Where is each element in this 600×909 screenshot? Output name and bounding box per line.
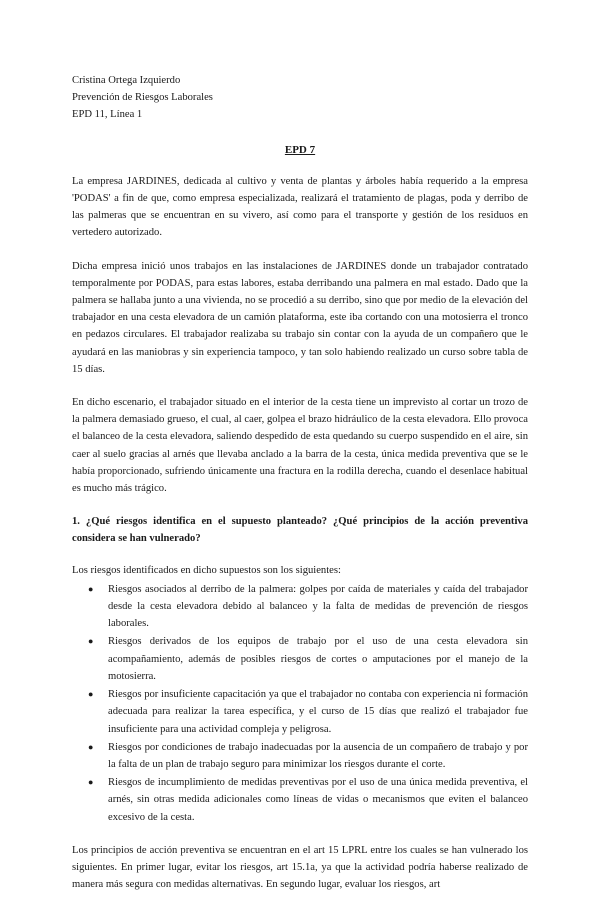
paragraph-scenario: Dicha empresa inició unos trabajos en las instalaciones de JARDINES donde un trabajador contratado temporalmente por PODAS, para estas labores, estaba derribando una palmera en mal estado. Dado que la palmera se hallaba junto a una vivienda, no se procedió a su derribo, sino que por medio de la elevación del trabajador en una cesta elevadora de un camión plataforma, este iba cortando con una motosierra el tronco en pedazos circulares. El trabajador realizaba su trabajo sin contar con la ayuda de un compañero que le ayudará en las maniobras y sin experiencia tampoco, y tan solo habiendo realizado un curso sobre tabla de 15 días. bbox=[72, 260, 528, 375]
question-heading: 1. ¿Qué riesgos identifica en el supuesto planteado? ¿Qué principios de la acción preventiva considera se han vulnerado? bbox=[72, 516, 528, 545]
document-body bbox=[72, 72, 528, 909]
list-item bbox=[88, 581, 528, 633]
document-title: EPD 7 bbox=[284, 143, 316, 156]
list-item bbox=[88, 686, 528, 738]
list-item-text: Riesgos de incumplimiento de medidas preventivas por el uso de una única medida preventiva, el arnés, sin otras medida adicionales como líneas de vidas o mecanismos que eviten el balanceo excesivo de la cesta. bbox=[108, 777, 528, 823]
paragraph-intro: La empresa JARDINES, dedicada al cultivo y venta de plantas y árboles había requerido a la empresa 'PODAS' a fin de que, como empresa especializada, realizará el tratamiento de plagas, poda y derribo de las palmeras que se encuentran en su vivero, así como para el transporte y gestión de los residuos en vertedero autorizado. bbox=[72, 175, 528, 239]
answer-intro: Los riesgos identificados en dicho supuestos son los siguientes: bbox=[72, 564, 341, 576]
list-item bbox=[88, 774, 528, 826]
list-item-text: Riesgos derivados de los equipos de trabajo por el uso de una cesta elevadora sin acompañamiento, además de posibles riesgos de cortes o amputaciones por el manejo de la motosierra. bbox=[108, 636, 528, 682]
list-item-text: Riesgos por condiciones de trabajo inadecuadas por la ausencia de un compañero de trabajo y por la falta de un plan de trabajo seguro para minimizar los riesgos durante el corte. bbox=[108, 741, 528, 770]
group-line: EPD 11, Línea 1 bbox=[72, 109, 143, 121]
bullet-icon: ● bbox=[88, 636, 94, 647]
bullet-icon: ● bbox=[88, 741, 94, 752]
bullet-icon: ● bbox=[88, 689, 94, 700]
bullet-icon: ● bbox=[88, 583, 94, 594]
author-name: Cristina Ortega Izquierdo bbox=[72, 75, 181, 86]
risk-list bbox=[72, 581, 528, 826]
list-item bbox=[88, 739, 528, 773]
course-subject: Prevención de Riesgos Laborales bbox=[72, 92, 213, 104]
list-item-text: Riesgos asociados al derribo de la palmera: golpes por caída de materiales y caída del trabajador desde la cesta elevadora debido al balanceo y la falta de medidas de prevención de riesgos laborales. bbox=[108, 583, 528, 630]
list-item bbox=[88, 633, 528, 685]
paragraph-incident: En dicho escenario, el trabajador situado en el interior de la cesta tiene un imprevisto al cortar un trozo de la palmera demasiado grueso, el cual, al caer, golpea el brazo hidráulico de la cesta elevadora. Ello provoca el balanceo de la cesta elevadora, saliendo despedido de esta quedando su cuerpo suspendido en el aire, sin caer al suelo gracias al arnés que llevaba anclado a la barra de la cesta, única medida preventiva que se le había proporcionado, sufriendo únicamente una fractura en la rodilla derecha, cuando el desenlace habitual es mucho más trágico. bbox=[72, 397, 528, 495]
bullet-icon: ● bbox=[88, 777, 94, 788]
paragraph-principles: Los principios de acción preventiva se encuentran en el art 15 LPRL entre los cuales se han vulnerado los siguientes. En primer lugar, evitar los riesgos, art 15.1a, ya que la actividad podría haberse realizado de manera más segura con medidas alternativas. En segundo lugar, evaluar los riesgos, art bbox=[72, 844, 528, 891]
list-item-text: Riesgos por insuficiente capacitación ya que el trabajador no contaba con experiencia ni formación adecuada para realizar la tarea específica, y el curso de 15 días que realizó el trabajador fue insuficiente para una actividad compleja y peligrosa. bbox=[108, 689, 528, 735]
